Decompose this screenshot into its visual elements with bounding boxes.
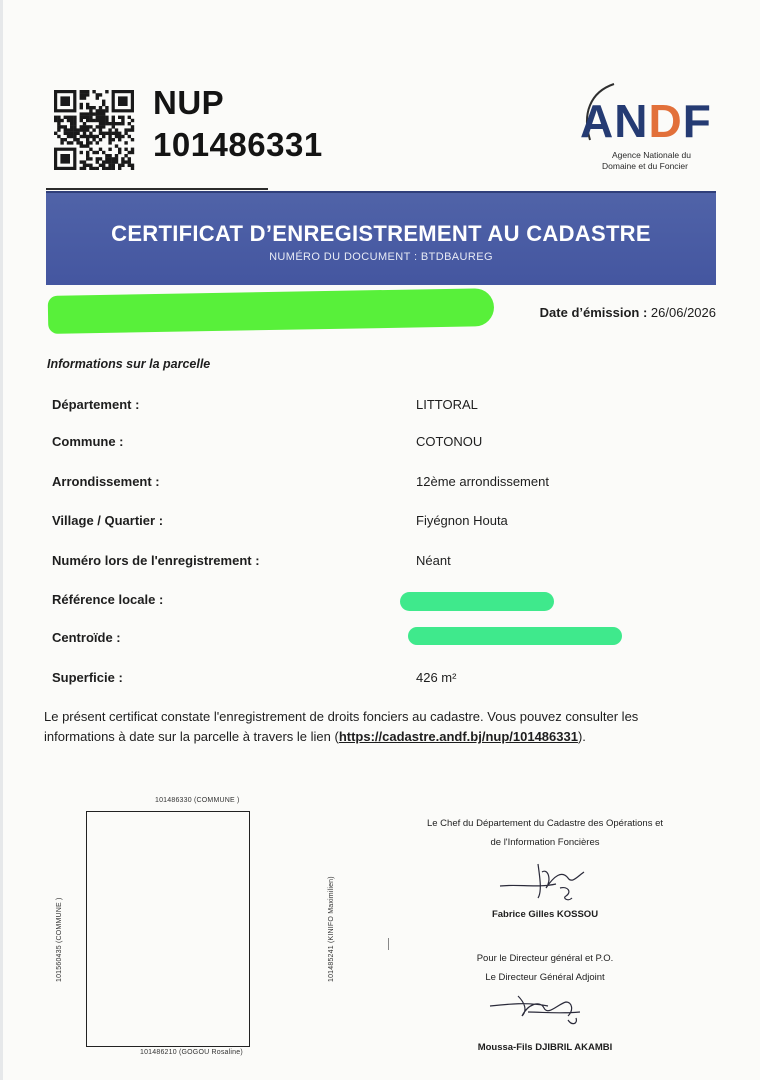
page-edge (0, 0, 3, 1080)
nup-label: NUP (153, 84, 225, 121)
plan-top-neighbor: 101486330 (COMMUNE ) (155, 797, 240, 804)
header-rule (46, 188, 268, 190)
signature-block-dga: Pour le Directeur général et P.O. Le Directeur Général Adjoint (476, 953, 614, 983)
plan-bottom-neighbor: 101486210 (GOGOU Rosaline) (140, 1049, 243, 1056)
parcel-plan (86, 811, 250, 1047)
title-banner (46, 191, 716, 285)
document-number: NUMÉRO DU DOCUMENT : BTDBAUREG (269, 251, 493, 263)
logo-wordmark: ANDF (580, 95, 712, 147)
signature-akambi-icon (488, 990, 588, 1030)
document-title: CERTIFICAT D’ENREGISTREMENT AU CADASTRE (111, 221, 651, 246)
andf-logo (580, 78, 720, 178)
parcel-row-commune: Commune : COTONOU (52, 434, 483, 449)
parcel-row-reference: Référence locale : (52, 592, 164, 607)
plan-left-neighbor: 101560435 (COMMUNE ) (56, 897, 63, 982)
logo-subtitle: Agence Nationale du Domaine et du Foncier (602, 150, 691, 171)
parcel-link[interactable]: https://cadastre.andf.bj/nup/101486331 (338, 729, 578, 744)
signature-block-chef: Le Chef du Département du Cadastre des Opérations et de l'Information Foncières (426, 818, 664, 848)
certificate-statement: Le présent certificat constate l'enregistrement de droits fonciers au cadastre. Vous pouvez consulter les informations à date sur la parcelle à travers le lien (https://cadastre.andf.bj/nup/101486331). (44, 709, 639, 744)
signatory-akambi: Moussa-Fils DJIBRIL AKAMBI (477, 1042, 613, 1053)
qr-code-icon (54, 90, 136, 170)
plan-mark (388, 938, 389, 950)
signature-kossou-icon (498, 858, 590, 904)
parcel-row-superficie: Superficie : 426 m² (52, 670, 457, 685)
parcel-row-arrondissement: Arrondissement : 12ème arrondissement (52, 474, 549, 489)
signatory-kossou: Fabrice Gilles KOSSOU (491, 909, 599, 920)
issue-date: Date d’émission : 26/06/2026 (539, 305, 716, 320)
parcel-section-title: Informations sur la parcelle (47, 357, 211, 371)
parcel-row-numero: Numéro lors de l'enregistrement : Néant (52, 553, 451, 568)
parcel-row-departement: Département : LITTORAL (52, 397, 478, 412)
nup-number: 101486331 (153, 126, 323, 163)
plan-right-neighbor: 101485241 (KINIFO Maximilien) (328, 876, 335, 982)
parcel-row-centroide: Centroïde : (52, 630, 121, 645)
parcel-row-quartier: Village / Quartier : Fiyégnon Houta (52, 513, 508, 528)
redacted-centroid (408, 627, 622, 645)
redacted-reference (400, 592, 554, 611)
redacted-owner-name (48, 288, 495, 334)
